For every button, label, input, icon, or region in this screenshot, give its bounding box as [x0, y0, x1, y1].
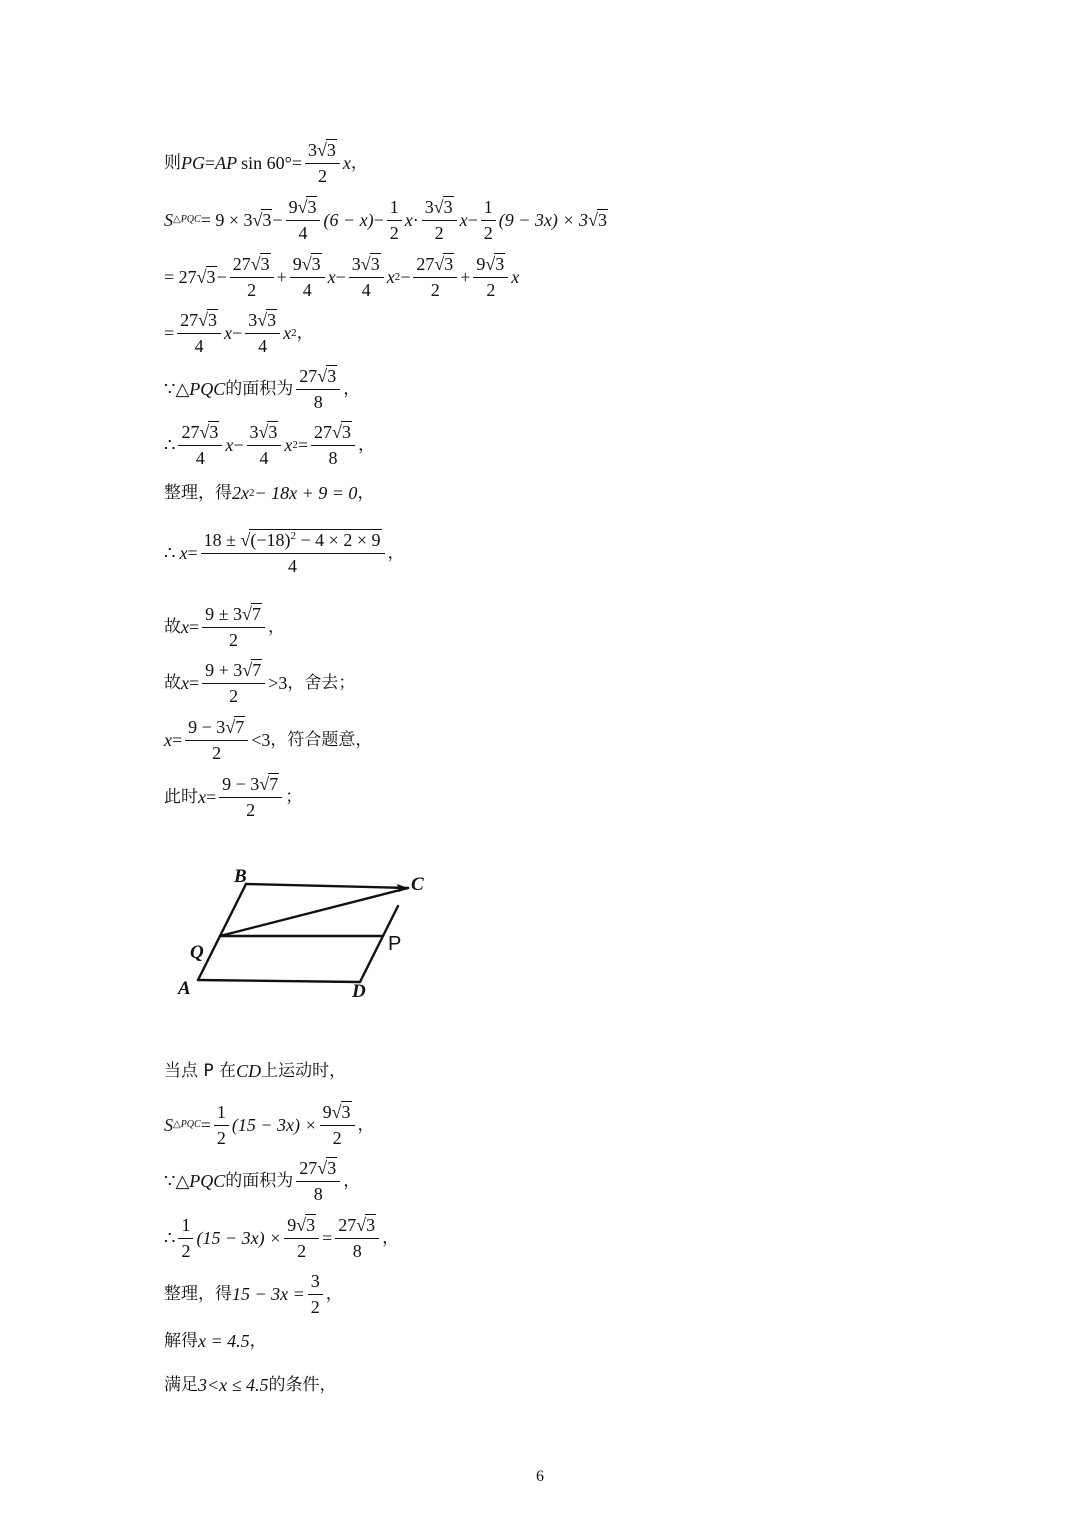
eq-line-1 — [164, 140, 368, 186]
fraction: $\frac{27√3}{8}$ — [335, 1215, 379, 1261]
eq-line-9: 故 x = $\frac{9 \pm 3√7}{2}$ ， — [164, 604, 285, 650]
fraction: $\frac{27√3}{4}$ — [177, 310, 221, 356]
label-D: D — [352, 981, 366, 1002]
fraction: $\frac{9√3}{2}$ — [320, 1102, 355, 1148]
fraction: $\frac{27√3}{2}$ — [413, 254, 457, 300]
label-P: P — [388, 933, 402, 955]
fraction: $\frac{1}{2}$ — [214, 1102, 229, 1148]
eq-line-11: x = $\frac{9 - 3√7}{2}$ <3 ，符合题意， — [164, 717, 373, 763]
fraction: $\frac{3√3}{2}$ — [422, 197, 457, 243]
eq-line-18: 解得 x = 4.5 ， — [164, 1330, 267, 1351]
fraction: $\frac{27√3}{8}$ — [296, 1158, 340, 1204]
eq-line-16: ∴ $\frac{1}{2}$ (15 − 3x) × $\frac{9√3}{2}$ = $\frac{27√3}{8}$ ， — [164, 1215, 400, 1261]
eq-line-10: 故 x = $\frac{9 + 3√7}{2}$ >3 ，舍去； — [164, 660, 356, 706]
fraction: $\frac{18 \pm √(-18)^2 - 4 \times 2 \times 9}{4}$ — [201, 530, 385, 576]
fraction: $\frac{27√3}{2}$ — [230, 254, 274, 300]
fraction: $\frac{9√3}{2}$ — [473, 254, 508, 300]
symbol: sin 60° — [241, 153, 292, 174]
fraction: $\frac{3√3}{2}$ — [305, 140, 340, 186]
eq-line-6: ∴ $\frac{27√3}{4}$ x − $\frac{3√3}{4}$ x 2 = $\frac{27√3}{8}$ ， — [164, 422, 375, 468]
symbol: PG — [181, 153, 205, 174]
edge-BC — [246, 884, 408, 888]
fraction: $\frac{9√3}{4}$ — [286, 197, 321, 243]
fraction: $\frac{27√3}{8}$ — [296, 366, 340, 412]
segment-QC — [220, 888, 408, 936]
symbol: (9 − 3x) × 3 — [498, 210, 589, 231]
fraction: $\frac{3}{2}$ — [308, 1271, 323, 1317]
eq-line-4: = $\frac{27√3}{4}$ x − $\frac{3√3}{4}$ x 2 ， — [164, 310, 314, 356]
eq-line-13: 当点 P 在 CD 上运动时， — [164, 1060, 347, 1081]
eq-line-12: 此时 x = $\frac{9 - 3√7}{2}$ ； — [164, 774, 303, 820]
fraction: $\frac{27√3}{8}$ — [311, 422, 355, 468]
fraction: $\frac{9 + 3√7}{2}$ — [202, 660, 265, 706]
symbol: S — [164, 210, 173, 231]
fraction: $\frac{3√3}{4}$ — [349, 254, 384, 300]
label-A: A — [178, 978, 191, 999]
label-B: B — [234, 866, 247, 887]
fraction: $\frac{1}{2}$ — [481, 197, 496, 243]
label-Q: Q — [190, 942, 204, 963]
eq-line-7: 整理，得 2x 2 − 18x + 9 = 0 ， — [164, 482, 375, 503]
eq-line-15: ∵ △PQC 的面积为 $\frac{27√3}{8}$ ， — [164, 1158, 361, 1204]
fraction: $\frac{27√3}{4}$ — [178, 422, 222, 468]
parallelogram-diagram — [170, 860, 450, 1005]
fraction: $\frac{9√3}{2}$ — [284, 1215, 319, 1261]
fraction: $\frac{1}{2}$ — [178, 1215, 193, 1261]
eq-line-5: ∵ △PQC 的面积为 $\frac{27√3}{8}$ ， — [164, 366, 361, 412]
symbol: = 9 × 3 — [200, 210, 253, 231]
symbol: = — [205, 153, 216, 174]
eq-line-14: S △PQC = $\frac{1}{2}$ (15 − 3x) × $\frac{9√3}{2}$ ， — [164, 1102, 375, 1148]
symbol: x — [342, 153, 351, 174]
eq-line-3: = 27 √3 − $\frac{27√3}{2}$ + $\frac{9√3}{4}$ x − $\frac{3√3}{4}$ x 2 − $\frac{27√3}{2}$ + $\frac{9√3}{2}$ x — [164, 254, 520, 300]
fraction: $\frac{9 \pm 3√7}{2}$ — [202, 604, 265, 650]
symbol: AP — [215, 153, 238, 174]
edge-AD — [198, 980, 360, 982]
fraction: $\frac{9 - 3√7}{2}$ — [219, 774, 282, 820]
fraction: $\frac{3√3}{4}$ — [245, 310, 280, 356]
eq-line-8: ∴ x = $\frac{18 \pm √(-18)^2 - 4 \times 2 \times 9}{4}$ ， — [164, 530, 405, 576]
symbol: = 27 — [164, 267, 197, 288]
page-number: 6 — [536, 1468, 544, 1485]
eq-line-2: S △PQC = 9 × 3 √3 − $\frac{9√3}{4}$ (6 − x) − $\frac{1}{2}$ x · $\frac{3√3}{2}$ x − $\frac{1}{2}$ (9 − 3x) × 3 √3 — [164, 197, 607, 243]
punct: ， — [350, 152, 368, 173]
fraction: $\frac{3√3}{4}$ — [247, 422, 282, 468]
subscript: △PQC — [173, 214, 201, 226]
label-C: C — [411, 874, 424, 895]
eq-line-19: 满足 3<x ≤ 4.5 的条件， — [164, 1374, 337, 1395]
eq-line-17: 整理，得 15 − 3x = $\frac{3}{2}$ ， — [164, 1271, 343, 1317]
word: 则 — [164, 152, 181, 173]
symbol: = — [291, 153, 303, 174]
fraction: $\frac{9√3}{4}$ — [290, 254, 325, 300]
fraction: $\frac{1}{2}$ — [387, 197, 402, 243]
symbol: (6 − x) — [323, 210, 374, 231]
fraction: $\frac{9 - 3√7}{2}$ — [185, 717, 248, 763]
